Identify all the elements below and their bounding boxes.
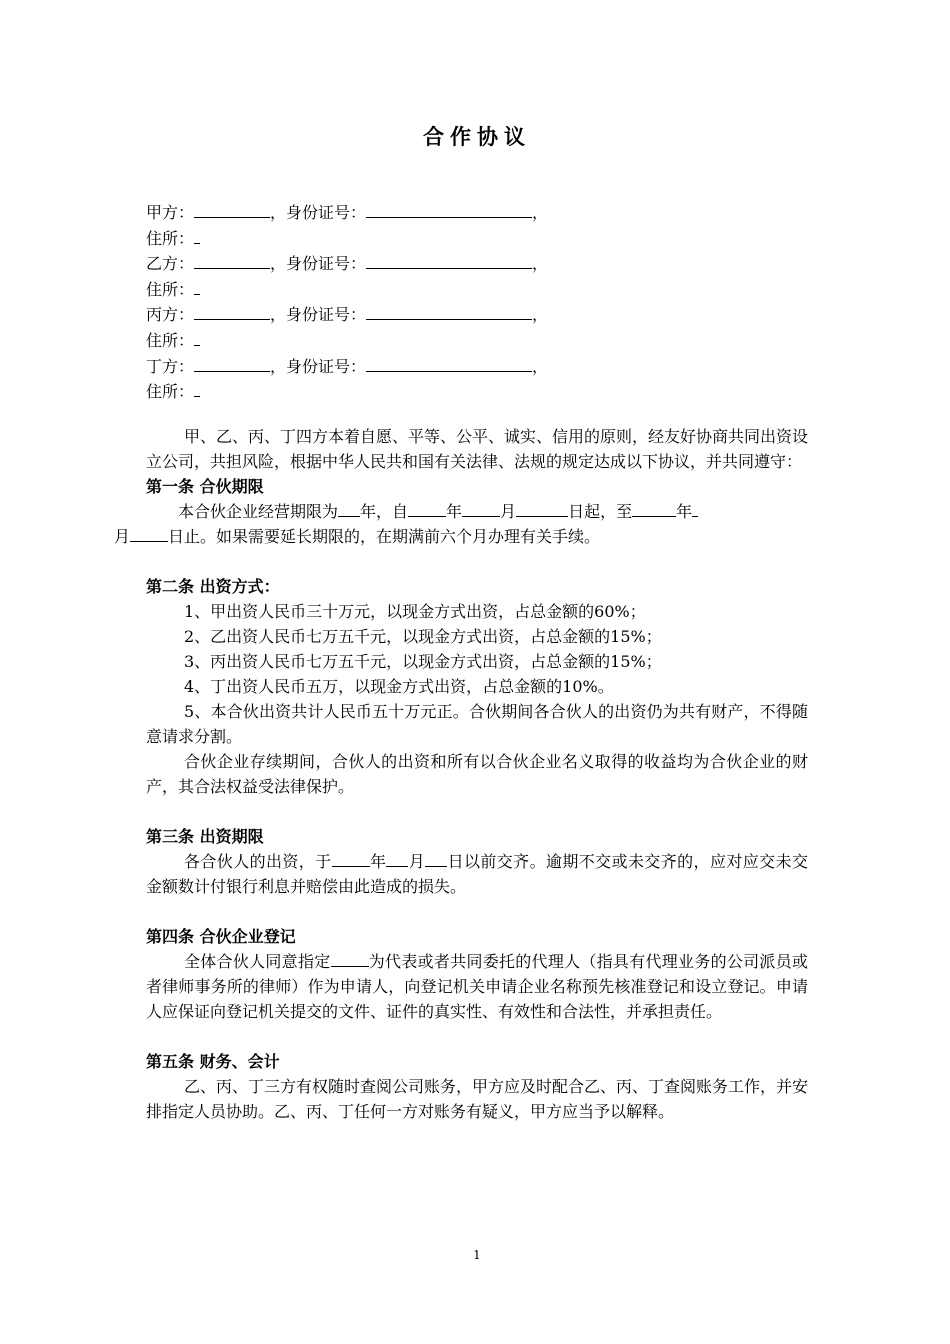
id-label: ，身份证号： [270,305,367,325]
party-c-address-blank [194,328,200,346]
article2-paragraph: 合伙企业存续期间，合伙人的出资和所有以合伙企业名义取得的收益均为合伙企业的财产，其合法权益受法律保护。 [146,752,808,796]
address-label: 住所： [146,279,195,299]
page-number: 1 [473,1248,481,1262]
article5-heading: 第五条 财务、会计 [146,1052,280,1071]
party-b-address-blank [194,277,200,295]
contribution-item: 1、甲出资人民币三十万元，以现金方式出资，占总金额的60%； [184,602,646,621]
trailing-comma: ， [532,305,549,325]
article4-paragraph [146,949,808,1024]
party-c-label: 丙方： [146,305,195,325]
contribution-item: 2、乙出资人民币七万五千元，以现金方式出资，占总金额的15%； [184,627,662,646]
deadline-month-blank [386,849,408,867]
article3-text: 月 [408,852,426,871]
party-d-id-blank [366,354,532,372]
address-label: 住所： [146,382,195,402]
term-years-blank [338,499,360,517]
trailing-comma: ， [532,254,549,274]
article5-paragraph: 乙、丙、丁三方有权随时查阅公司账务，甲方应及时配合乙、丙、丁查阅账务工作，并安排指定人员协助。乙、丙、丁任何一方对账务有疑义，甲方应当予以解释。 [146,1077,809,1121]
article1-text: 日止。如果需要延长期限的，在期满前六个月办理有关手续。 [168,527,601,546]
trailing-comma: ， [532,356,549,376]
parties-block [146,200,808,405]
article1-text: 年 [676,502,693,521]
id-label: ，身份证号： [270,254,367,274]
party-d-address-line [146,379,808,405]
article1-heading: 第一条 合伙期限 [146,477,264,496]
article3-text: 年 [369,852,387,871]
party-d-line [146,354,808,380]
party-b-line [146,251,808,277]
party-b-address-line [146,277,808,303]
start-day-blank [516,499,568,517]
article1-text: 年 [446,502,463,521]
party-a-line [146,200,808,226]
document-title: 合作协议 [423,125,531,149]
preamble-paragraph: 甲、乙、丙、丁四方本着自愿、平等、公平、诚实、信用的原则，经友好协商共同出资设立公司，共担风险，根据中华人民共和国有关法律、法规的规定达成以下协议，并共同遵守： [146,427,809,471]
start-month-blank [462,499,500,517]
party-c-id-blank [366,302,532,320]
address-label: 住所： [146,330,195,350]
article4-heading: 第四条 合伙企业登记 [146,927,296,946]
article1-text: 日起，至 [568,502,633,521]
article1-text: 年，自 [360,502,409,521]
agreement-body [114,424,809,1124]
spacer [146,1024,808,1049]
party-d-name-blank [194,354,270,372]
end-year-blank [632,499,676,517]
start-year-blank [408,499,446,517]
contribution-item: 4、丁出资人民币五万，以现金方式出资，占总金额的10%。 [184,677,614,696]
article3-heading: 第三条 出资期限 [146,827,264,846]
party-b-name-blank [194,251,270,269]
deadline-year-blank [332,849,370,867]
article4-text: 为代表或者共同委托的代理人（指具有代理业务的公司派员或者律师事务所的律师）作为申请人，向登记机关申请企业名称预先核准登记和设立登记。申请人应保证向登记机关提交的文件、证件的真实性、有效性和合法性，并承担责任。 [146,952,808,1021]
party-c-address-line [146,328,808,354]
end-month-blank [130,524,168,542]
spacer [146,799,808,824]
party-d-label: 丁方： [146,356,195,376]
party-a-id-blank [366,200,532,218]
article3-paragraph [146,849,808,899]
party-a-label: 甲方： [146,203,195,222]
party-c-line [146,302,808,328]
party-c-name-blank [194,302,270,320]
party-a-address-blank [194,226,200,244]
deadline-day-blank [425,849,447,867]
article1-text: 本合伙企业经营期限为 [178,502,339,521]
address-label: 住所： [146,228,195,248]
party-d-address-blank [194,379,200,397]
article3-text: 各合伙人的出资，于 [184,852,332,871]
party-a-address-line [146,226,808,252]
trailing-comma: ， [532,203,549,222]
spacer [146,549,808,574]
spacer [146,899,808,924]
line-end-blank [692,499,698,517]
article1-text: 月 [500,502,517,521]
party-a-name-blank [194,200,270,218]
representative-blank [331,949,369,967]
party-b-label: 乙方： [146,254,195,274]
party-b-id-blank [366,251,532,269]
article1-text: 月 [114,527,131,546]
article3-text: 日以前交齐。逾期不交或未交齐的，应对应交未交金额数计付银行利息并赔偿由此造成的损失。 [146,852,808,896]
article2-heading: 第二条 出资方式： [146,577,280,596]
contribution-item: 3、丙出资人民币七万五千元，以现金方式出资，占总金额的15%； [184,652,662,671]
id-label: ，身份证号： [270,356,367,376]
article1-paragraph [114,499,808,549]
article4-text: 全体合伙人同意指定 [184,952,331,971]
id-label: ，身份证号： [270,203,367,222]
contribution-item: 5、本合伙出资共计人民币五十万元正。合伙期间各合伙人的出资仍为共有财产，不得随意请求分割。 [146,702,808,746]
